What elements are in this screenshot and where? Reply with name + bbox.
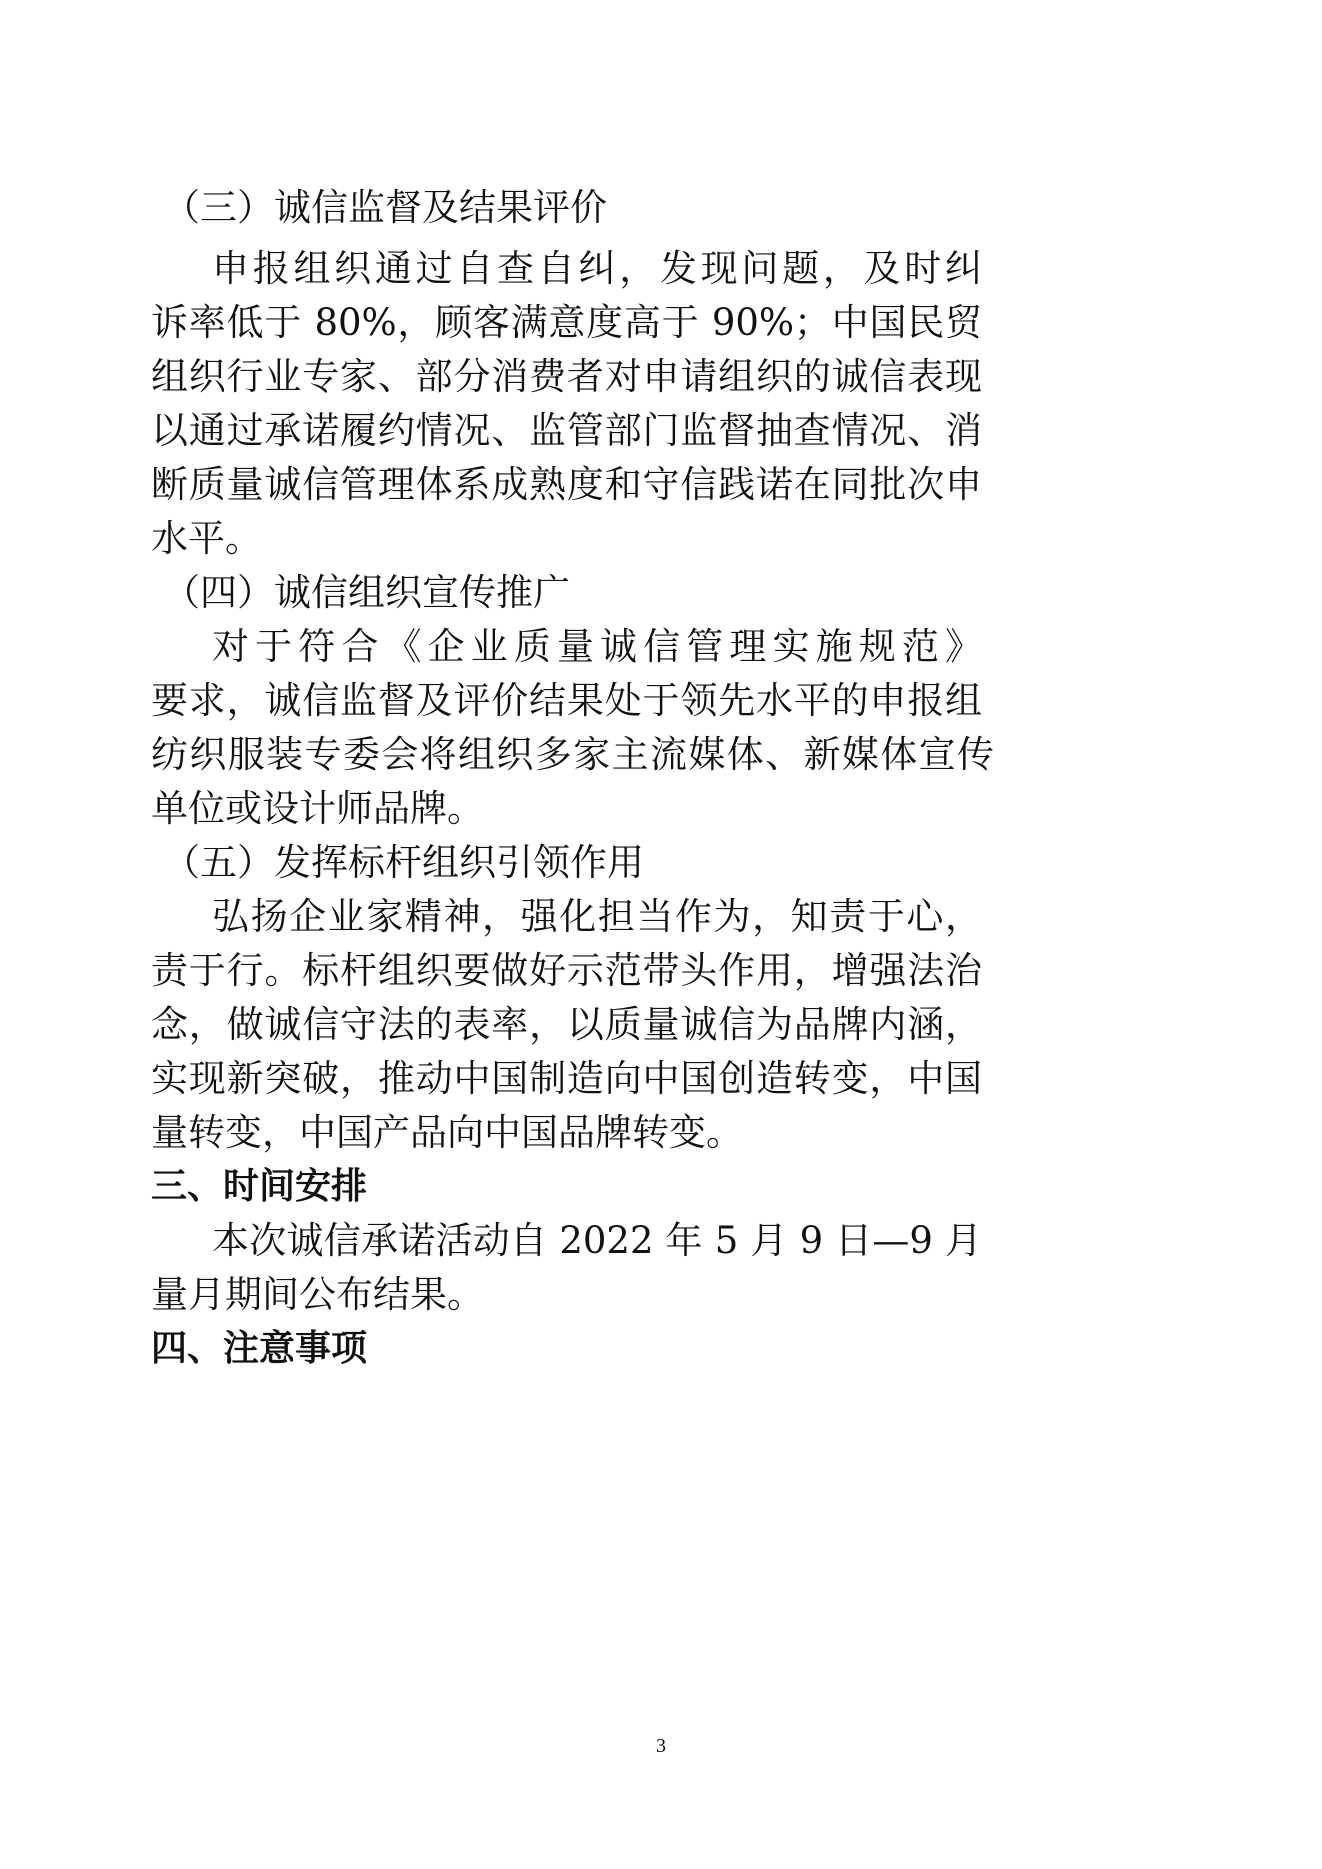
paragraph-line: 申报组织通过自查自纠，发现问题，及时纠: [212, 247, 982, 290]
paragraph-line: 单位或设计师品牌。: [151, 787, 484, 830]
paragraph-line: 量转变，中国产品向中国品牌转变。: [151, 1111, 743, 1154]
paragraph-line: 要求，诚信监督及评价结果处于领先水平的申报组: [151, 679, 982, 722]
paragraph-line: 弘扬企业家精神，强化担当作为，知责于心，: [212, 895, 982, 938]
part-heading-4: 四、注意事项: [151, 1328, 368, 1369]
section-heading-5: （五）发挥标杆组织引领作用: [163, 841, 644, 884]
paragraph-line: 量月期间公布结果。: [151, 1273, 484, 1316]
paragraph-line: 诉率低于 80%，顾客满意度高于 90%；中国民贸: [151, 301, 982, 344]
paragraph-line: 本次诚信承诺活动自 2022 年 5 月 9 日—9 月: [212, 1219, 982, 1262]
part-heading-3: 三、时间安排: [151, 1166, 368, 1207]
paragraph-line: 对于符合《企业质量诚信管理实施规范》: [212, 625, 982, 668]
paragraph-line: 责于行。标杆组织要做好示范带头作用，增强法治: [151, 949, 982, 992]
paragraph-line: 实现新突破，推动中国制造向中国创造转变，中国: [151, 1057, 982, 1100]
section-heading-4: （四）诚信组织宣传推广: [163, 571, 570, 614]
paragraph-line: 水平。: [151, 517, 262, 560]
paragraph-line: 断质量诚信管理体系成熟度和守信践诺在同批次申: [151, 463, 982, 506]
paragraph-line: 纺织服装专委会将组织多家主流媒体、新媒体宣传: [151, 733, 994, 776]
paragraph-line: 念，做诚信守法的表率，以质量诚信为品牌内涵，: [151, 1003, 982, 1046]
page-number: 3: [656, 1735, 666, 1757]
paragraph-line: 以通过承诺履约情况、监管部门监督抽查情况、消: [151, 409, 982, 452]
section-heading-3: （三）诚信监督及结果评价: [163, 186, 607, 229]
paragraph-line: 组织行业专家、部分消费者对申请组织的诚信表现: [151, 355, 982, 398]
